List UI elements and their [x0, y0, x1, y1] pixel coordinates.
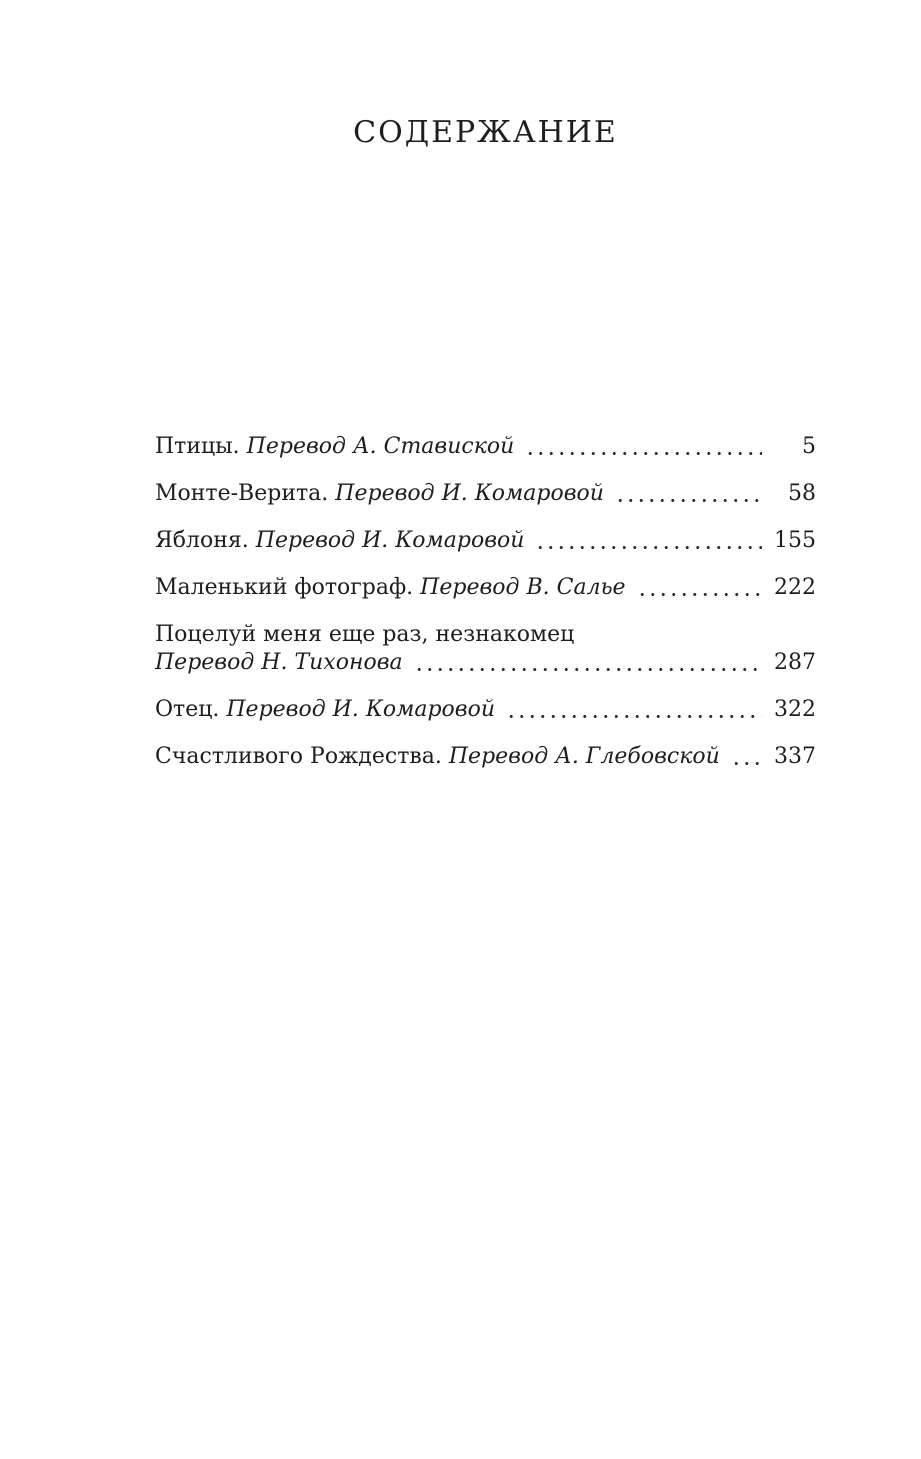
entry-translator: Перевод В. Салье — [420, 575, 626, 600]
page-content — [155, 0, 816, 790]
entry-page-number: 58 — [788, 481, 816, 506]
entry-translator: Перевод И. Комаровой — [226, 697, 496, 722]
entry-title: Маленький фотограф. — [155, 575, 414, 600]
entry-title: Птицы. — [155, 434, 240, 459]
toc-entry-line — [155, 696, 816, 724]
toc-entry — [155, 433, 816, 461]
entry-page-number: 222 — [774, 575, 816, 600]
toc-entry-line — [155, 621, 816, 649]
entry-page-number: 5 — [802, 434, 816, 459]
entry-translator: Перевод И. Комаровой — [335, 481, 604, 506]
dot-leader — [729, 743, 762, 771]
entry-translator: Перевод Н. Тихонова — [155, 650, 403, 675]
toc-entry — [155, 527, 816, 555]
entry-translator: Перевод И. Комаровой — [255, 528, 525, 553]
toc-entry-line — [155, 574, 816, 602]
entry-page-number: 287 — [774, 650, 816, 675]
toc-entry — [155, 743, 816, 771]
entry-page-number: 322 — [774, 697, 816, 722]
dot-leader — [504, 696, 762, 724]
page-title: СОДЕРЖАНИЕ — [353, 115, 618, 150]
toc-entry-line — [155, 743, 816, 771]
dot-leader — [523, 433, 762, 461]
toc-entry-line — [155, 527, 816, 555]
entry-translator: Перевод А. Ставиской — [246, 434, 515, 459]
toc-entry — [155, 696, 816, 724]
entry-page-number: 155 — [774, 528, 816, 553]
dot-leader — [533, 527, 762, 555]
entry-title: Счастливого Рождества. — [155, 744, 442, 769]
entry-title: Монте-Верита. — [155, 481, 329, 506]
dot-leader — [613, 480, 762, 508]
dot-leader — [635, 574, 762, 602]
toc-entry-line — [155, 433, 816, 461]
toc-entry-line — [155, 480, 816, 508]
entry-title: Яблоня. — [155, 528, 249, 553]
entry-page-number: 337 — [774, 744, 816, 769]
entry-title: Поцелуй меня еще раз, незнакомец — [155, 622, 575, 647]
toc-entry — [155, 621, 816, 677]
entry-translator: Перевод А. Глебовской — [448, 744, 720, 769]
toc-entry-line — [155, 649, 816, 677]
toc-list — [155, 433, 816, 771]
toc-entry — [155, 480, 816, 508]
toc-entry — [155, 574, 816, 602]
dot-leader — [412, 649, 762, 677]
entry-title: Отец. — [155, 697, 220, 722]
